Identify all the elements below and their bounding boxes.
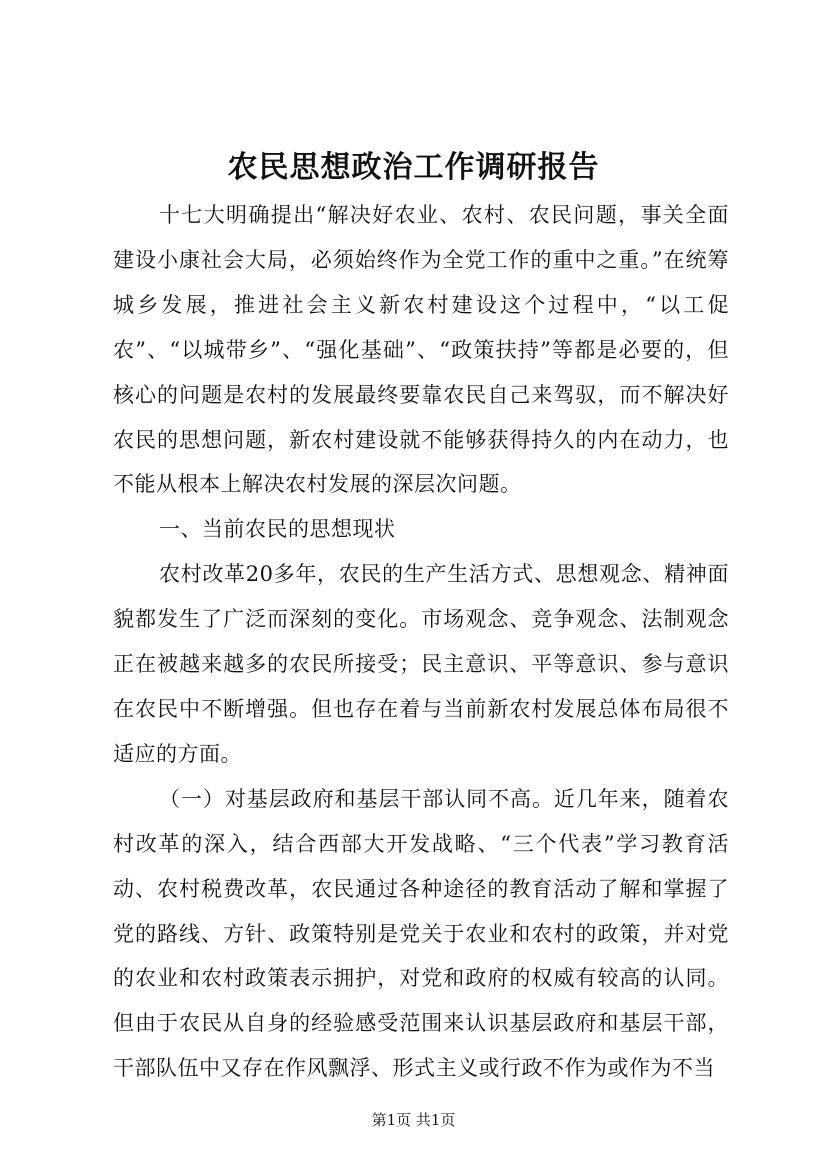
- page-number-footer: 第1页 共1页: [371, 1111, 456, 1129]
- paragraph-subsection-one: （一）对基层政府和基层干部认同不高。近几年来，随着农村改革的深入，结合西部大开发战略、“三个代表”学习教育活动、农村税费改革，农民通过各种途径的教育活动了解和掌握了党的路线、方针、政策特别是党关于农业和农村的政策，并对党的农业和农村政策表示拥护，对党和政府的权威有较高的认同。但由于农民从自身的经验感受范围来认识基层政府和基层干部，干部队伍中又存在作风飘浮、形式主义或行政不作为或作为不当: [113, 786, 729, 1081]
- document-body: [113, 193, 729, 1091]
- paragraph-current-status: 农村改革20多年，农民的生产生活方式、思想观念、精神面貌都发生了广泛而深刻的变化。市场观念、竞争观念、法制观念正在被越来越多的农民所接受；民主意识、平等意识、参与意识在农民中不断增强。但也存在着与当前新农村发展总体布局很不适应的方面。: [113, 562, 729, 766]
- document-title: 农民思想政治工作调研报告: [227, 150, 600, 185]
- section-heading: 一、当前农民的思想现状: [159, 517, 396, 542]
- paragraph-intro: 十七大明确提出“解决好农业、农村、农民问题，事关全面建设小康社会大局，必须始终作为全党工作的重中之重。”在统筹城乡发展，推进社会主义新农村建设这个过程中，“以工促农”、“以城带乡”、“强化基础”、“政策扶持”等都是必要的，但核心的问题是农村的发展最终要靠农民自己来驾驭，而不解决好农民的思想问题，新农村建设就不能够获得持久的内在动力，也不能从根本上解决农村发展的深层次问题。: [113, 203, 729, 497]
